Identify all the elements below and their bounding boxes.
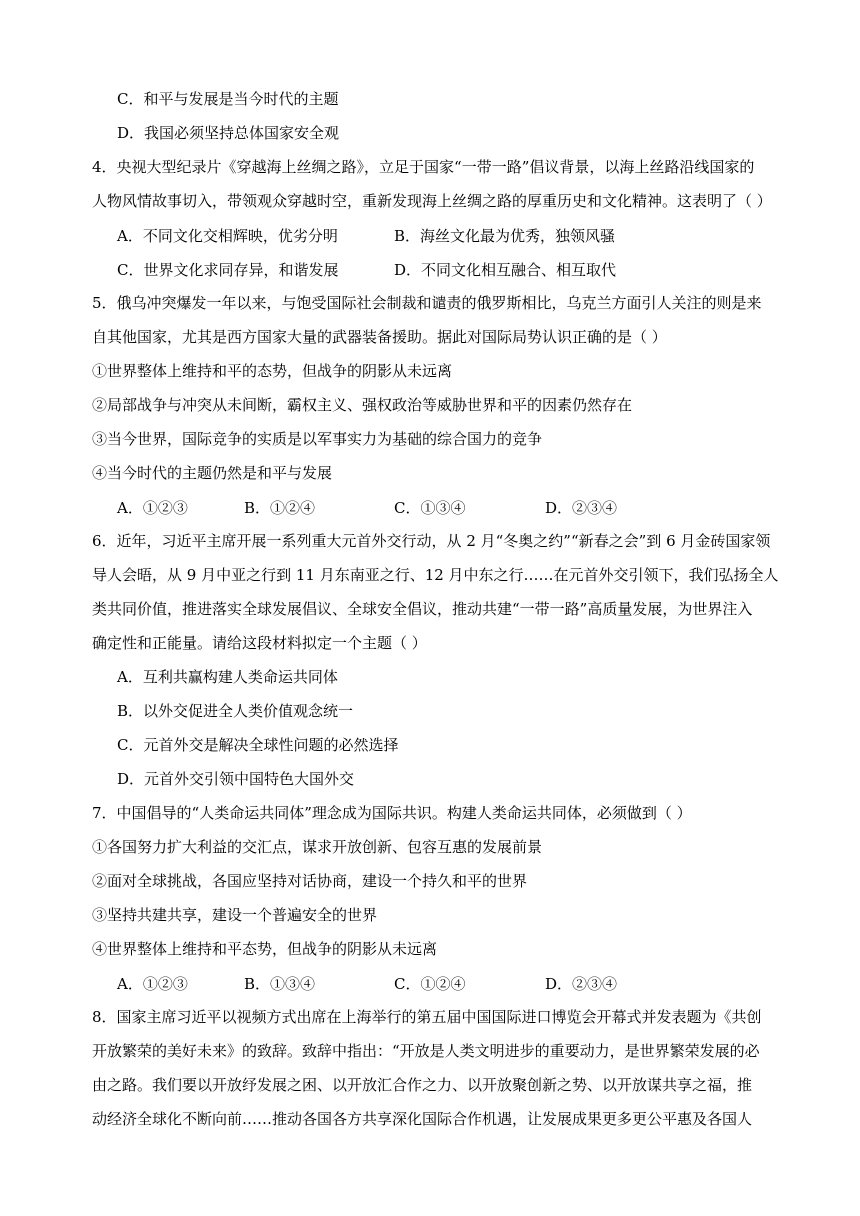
option-c: C．世界文化求同存异，和谐发展 xyxy=(117,261,339,279)
question-stem-line: 6．近年，习近平主席开展一系列重大元首外交行动，从 2 月“冬奥之约”“新春之会”到 6 月金砖国家领 xyxy=(92,532,771,550)
question-stem-line: 开放繁荣的美好未来》的致辞。致辞中指出：“开放是人类文明进步的重要动力，是世界繁荣发展的必 xyxy=(92,1042,760,1060)
question-stem-line: 动经济全球化不断向前……推动各国各方共享深化国际合作机遇，让发展成果更多更公平惠及各国人 xyxy=(92,1110,753,1128)
question-stem-line: 类共同价值，推进落实全球发展倡议、全球安全倡议，推动共建“一带一路”高质量发展，为世界注入 xyxy=(92,600,753,618)
question-stem-line: 确定性和正能量。请给这段材料拟定一个主题（ ） xyxy=(92,634,427,652)
option-c: C．①③④ xyxy=(394,499,466,517)
question-stem-line: 5．俄乌冲突爆发一年以来，与饱受国际社会制裁和谴责的俄罗斯相比，乌克兰方面引人关注的则是来 xyxy=(92,294,762,312)
question-stem-line: 7．中国倡导的“人类命运共同体”理念成为国际共识。构建人类命运共同体，必须做到（ ） xyxy=(92,804,692,822)
statement-1: ①世界整体上维持和平的态势，但战争的阴影从未远离 xyxy=(92,362,453,380)
statement-3: ③坚持共建共享，建设一个普遍安全的世界 xyxy=(92,906,378,924)
option-b: B．①③④ xyxy=(244,975,316,993)
statement-2: ②局部战争与冲突从未间断，霸权主义、强权政治等威胁世界和平的因素仍然存在 xyxy=(92,396,633,414)
statement-4: ④世界整体上维持和平态势，但战争的阴影从未远离 xyxy=(92,940,438,958)
question-stem-line: 人物风情故事切入，带领观众穿越时空，重新发现海上丝绸之路的厚重历史和文化精神。这表明了（ ） xyxy=(92,192,772,210)
option-b: B．以外交促进全人类价值观念统一 xyxy=(117,702,354,720)
option-d: D．②③④ xyxy=(545,499,618,517)
question-stem-line: 8．国家主席习近平以视频方式出席在上海举行的第五届中国国际进口博览会开幕式并发表题为《共创 xyxy=(92,1008,762,1026)
option-d: D．元首外交引领中国特色大国外交 xyxy=(117,770,355,788)
option-c: C．元首外交是解决全球性问题的必然选择 xyxy=(117,736,399,754)
option-a: A．①②③ xyxy=(117,975,188,993)
q3-option-c: C．和平与发展是当今时代的主题 xyxy=(117,90,339,108)
statement-3: ③当今世界，国际竞争的实质是以军事实力为基础的综合国力的竞争 xyxy=(92,430,543,448)
option-a: A．①②③ xyxy=(117,499,188,517)
question-stem-line: 4．央视大型纪录片《穿越海上丝绸之路》，立足于国家“一带一路”倡议背景，以海上丝路沿线国家的 xyxy=(92,158,755,176)
question-stem-line: 自其他国家，尤其是西方国家大量的武器装备援助。据此对国际局势认识正确的是（ ） xyxy=(92,328,667,346)
option-c: C．①②④ xyxy=(394,975,466,993)
option-b: B．①②④ xyxy=(244,499,316,517)
option-b: B．海丝文化最为优秀，独领风骚 xyxy=(394,227,616,245)
statement-2: ②面对全球挑战，各国应坚持对话协商，建设一个持久和平的世界 xyxy=(92,872,528,890)
option-d: D．不同文化相互融合、相互取代 xyxy=(394,261,617,279)
option-d: D．②③④ xyxy=(545,975,618,993)
question-stem-line: 导人会晤，从 9 月中亚之行到 11 月东南亚之行、12 月中东之行……在元首外交引领下，我们弘扬全人 xyxy=(92,566,779,584)
q3-option-d: D．我国必须坚持总体国家安全观 xyxy=(117,124,340,142)
statement-4: ④当今时代的主题仍然是和平与发展 xyxy=(92,464,333,482)
option-a: A．不同文化交相辉映，优劣分明 xyxy=(117,227,338,245)
option-a: A．互利共赢构建人类命运共同体 xyxy=(117,668,338,686)
statement-1: ①各国努力扩大利益的交汇点，谋求开放创新、包容互惠的发展前景 xyxy=(92,838,543,856)
question-stem-line: 由之路。我们要以开放纾发展之困、以开放汇合作之力、以开放聚创新之势、以开放谋共享之福，推 xyxy=(92,1076,753,1094)
